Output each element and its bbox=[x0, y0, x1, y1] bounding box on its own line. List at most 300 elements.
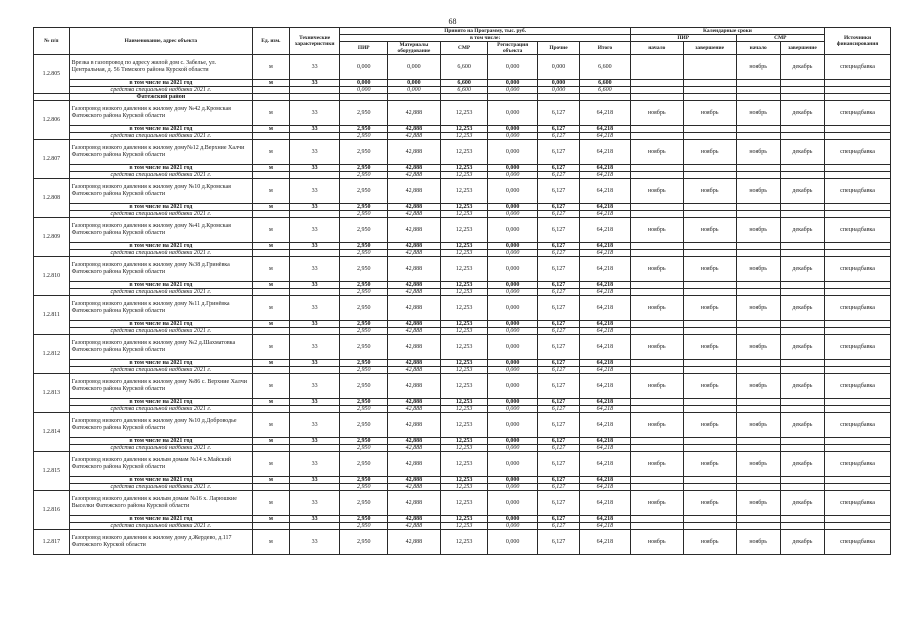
header-cal-pir: ПИР bbox=[630, 35, 736, 42]
special-value-smr: 12,253 bbox=[440, 484, 487, 491]
tech-cell: 33 bbox=[289, 243, 340, 250]
value-smr: 12,253 bbox=[440, 101, 487, 126]
empty-cell bbox=[683, 94, 736, 101]
cal-pir-start: ноябрь bbox=[630, 374, 683, 399]
special-value-pir: 2,950 bbox=[340, 406, 387, 413]
value-reg: 0,000 bbox=[488, 140, 538, 165]
cal-pir-end: ноябрь bbox=[683, 140, 736, 165]
year-value-smr: 12,253 bbox=[440, 321, 487, 328]
tech-cell: 33 bbox=[289, 516, 340, 523]
cal-smr-start: ноябрь bbox=[736, 179, 780, 204]
table-row-special bbox=[34, 211, 891, 218]
value-mat: 42,888 bbox=[387, 257, 440, 282]
empty-cell bbox=[630, 477, 683, 484]
year-value-smr: 12,253 bbox=[440, 360, 487, 367]
empty-cell bbox=[289, 406, 340, 413]
value-reg: 0,000 bbox=[488, 101, 538, 126]
tech-cell: 33 bbox=[289, 55, 340, 80]
tech-cell: 33 bbox=[289, 413, 340, 438]
empty-cell bbox=[253, 367, 290, 374]
special-value-pir: 2,950 bbox=[340, 172, 387, 179]
unit-cell: м bbox=[253, 80, 290, 87]
special-value-pir: 2,950 bbox=[340, 211, 387, 218]
empty-cell bbox=[34, 94, 70, 101]
funding-source: спецнадбавка bbox=[825, 374, 891, 399]
funding-source: спецнадбавка bbox=[825, 179, 891, 204]
value-mat: 42,888 bbox=[387, 452, 440, 477]
special-value-other: 6,127 bbox=[537, 523, 579, 530]
special-value-pir: 2,950 bbox=[340, 523, 387, 530]
empty-cell bbox=[736, 484, 780, 491]
unit-cell: м bbox=[253, 296, 290, 321]
empty-cell bbox=[630, 523, 683, 530]
special-value-reg: 0,000 bbox=[488, 445, 538, 452]
value-total: 64,218 bbox=[580, 374, 631, 399]
empty-cell bbox=[780, 282, 824, 289]
value-other: 6,127 bbox=[537, 452, 579, 477]
year-value-total: 64,218 bbox=[580, 243, 631, 250]
special-value-total: 64,218 bbox=[580, 484, 631, 491]
empty-cell bbox=[825, 360, 891, 367]
special-value-reg: 0,000 bbox=[488, 250, 538, 257]
special-value-other: 6,127 bbox=[537, 445, 579, 452]
empty-cell bbox=[683, 516, 736, 523]
table-row-special bbox=[34, 367, 891, 374]
row-number: 1.2.808 bbox=[34, 179, 70, 218]
object-name: Газопровод низкого давления к жилому дому №41 д.Кромская Фатежского района Курской области bbox=[69, 218, 252, 243]
empty-cell bbox=[780, 133, 824, 140]
special-value-pir: 2,950 bbox=[340, 367, 387, 374]
year-value-total: 64,218 bbox=[580, 399, 631, 406]
value-mat: 42,888 bbox=[387, 218, 440, 243]
unit-cell: м bbox=[253, 530, 290, 555]
year-value-smr: 12,253 bbox=[440, 126, 487, 133]
value-mat: 42,888 bbox=[387, 140, 440, 165]
table-row-year bbox=[34, 165, 891, 172]
empty-cell bbox=[630, 133, 683, 140]
year-label: в том числе на 2021 год bbox=[69, 438, 252, 445]
unit-cell: м bbox=[253, 516, 290, 523]
empty-cell bbox=[289, 211, 340, 218]
empty-cell bbox=[253, 172, 290, 179]
tech-cell: 33 bbox=[289, 282, 340, 289]
special-value-other: 6,127 bbox=[537, 172, 579, 179]
year-value-reg: 0,000 bbox=[488, 477, 538, 484]
empty-cell bbox=[780, 289, 824, 296]
table-row-year bbox=[34, 477, 891, 484]
special-label: средства специальной надбавки 2021 г. bbox=[69, 211, 252, 218]
empty-cell bbox=[825, 94, 891, 101]
special-value-reg: 0,000 bbox=[488, 484, 538, 491]
table-row bbox=[34, 140, 891, 165]
empty-cell bbox=[683, 133, 736, 140]
object-name: Газопровод низкого давления к жилому дому №2 д.Шахматовка Фатежского района Курской области bbox=[69, 335, 252, 360]
special-value-other: 6,127 bbox=[537, 367, 579, 374]
special-value-total: 64,218 bbox=[580, 133, 631, 140]
empty-cell bbox=[736, 367, 780, 374]
cal-smr-start: ноябрь bbox=[736, 218, 780, 243]
empty-cell bbox=[825, 250, 891, 257]
year-value-reg: 0,000 bbox=[488, 360, 538, 367]
empty-cell bbox=[736, 399, 780, 406]
year-value-total: 64,218 bbox=[580, 165, 631, 172]
year-value-mat: 42,888 bbox=[387, 399, 440, 406]
header-funding-group: Принято на Программу, тыс. руб. bbox=[340, 28, 630, 35]
value-pir: 0,000 bbox=[340, 55, 387, 80]
tech-cell: 33 bbox=[289, 179, 340, 204]
empty-cell bbox=[683, 165, 736, 172]
year-value-total: 64,218 bbox=[580, 321, 631, 328]
empty-cell bbox=[825, 243, 891, 250]
empty-cell bbox=[736, 438, 780, 445]
empty-cell bbox=[825, 516, 891, 523]
value-total: 64,218 bbox=[580, 452, 631, 477]
special-value-pir: 2,950 bbox=[340, 484, 387, 491]
year-value-smr: 12,253 bbox=[440, 204, 487, 211]
table-row-year bbox=[34, 516, 891, 523]
table-row-special bbox=[34, 406, 891, 413]
empty-cell bbox=[825, 321, 891, 328]
year-label: в том числе на 2021 год bbox=[69, 399, 252, 406]
empty-cell bbox=[253, 250, 290, 257]
value-mat: 42,888 bbox=[387, 296, 440, 321]
special-value-total: 64,218 bbox=[580, 445, 631, 452]
unit-cell: м bbox=[253, 140, 290, 165]
year-value-pir: 2,950 bbox=[340, 438, 387, 445]
empty-cell bbox=[825, 438, 891, 445]
special-value-other: 6,127 bbox=[537, 406, 579, 413]
year-value-smr: 6,600 bbox=[440, 80, 487, 87]
empty-cell bbox=[780, 87, 824, 94]
year-value-mat: 42,888 bbox=[387, 438, 440, 445]
empty-cell bbox=[289, 445, 340, 452]
row-number: 1.2.806 bbox=[34, 101, 70, 140]
empty-cell bbox=[630, 321, 683, 328]
year-value-smr: 12,253 bbox=[440, 438, 487, 445]
year-label: в том числе на 2021 год bbox=[69, 165, 252, 172]
empty-cell bbox=[683, 204, 736, 211]
special-value-mat: 42,888 bbox=[387, 367, 440, 374]
year-value-other: 6,127 bbox=[537, 477, 579, 484]
funding-source: спецнадбавка bbox=[825, 296, 891, 321]
value-other: 6,127 bbox=[537, 218, 579, 243]
special-value-reg: 0,000 bbox=[488, 172, 538, 179]
empty-cell bbox=[683, 399, 736, 406]
special-value-smr: 12,253 bbox=[440, 445, 487, 452]
cal-smr-start: ноябрь bbox=[736, 101, 780, 126]
special-value-pir: 0,000 bbox=[340, 87, 387, 94]
value-mat: 42,888 bbox=[387, 374, 440, 399]
unit-cell: м bbox=[253, 438, 290, 445]
year-value-reg: 0,000 bbox=[488, 126, 538, 133]
year-value-pir: 2,950 bbox=[340, 282, 387, 289]
table-row bbox=[34, 413, 891, 438]
value-smr: 12,253 bbox=[440, 491, 487, 516]
year-value-pir: 2,950 bbox=[340, 516, 387, 523]
empty-cell bbox=[683, 328, 736, 335]
empty-cell bbox=[630, 87, 683, 94]
page-number: 68 bbox=[448, 17, 457, 26]
year-value-pir: 2,950 bbox=[340, 399, 387, 406]
year-value-pir: 2,950 bbox=[340, 204, 387, 211]
special-value-smr: 12,253 bbox=[440, 172, 487, 179]
empty-cell bbox=[736, 126, 780, 133]
object-name: Газопровод низкого давления к жилому дому №42 д.Кромская Фатежского района Курской области bbox=[69, 101, 252, 126]
value-pir: 2,950 bbox=[340, 257, 387, 282]
empty-cell bbox=[780, 477, 824, 484]
empty-cell bbox=[387, 94, 440, 101]
empty-cell bbox=[825, 484, 891, 491]
special-value-mat: 42,888 bbox=[387, 250, 440, 257]
special-value-reg: 0,000 bbox=[488, 133, 538, 140]
empty-cell bbox=[780, 445, 824, 452]
empty-cell bbox=[736, 172, 780, 179]
table-row-year bbox=[34, 126, 891, 133]
value-reg: 0,000 bbox=[488, 218, 538, 243]
year-value-reg: 0,000 bbox=[488, 516, 538, 523]
object-name: Газопровод низкого давления к жилому дому №38 д.Гринёвка Фатежского района Курской области bbox=[69, 257, 252, 282]
header-cal-start: начало bbox=[630, 42, 683, 55]
empty-cell bbox=[736, 289, 780, 296]
empty-cell bbox=[825, 87, 891, 94]
table-row-year bbox=[34, 360, 891, 367]
empty-cell bbox=[780, 360, 824, 367]
empty-cell bbox=[253, 211, 290, 218]
unit-cell: м bbox=[253, 360, 290, 367]
cal-pir-start: ноябрь bbox=[630, 140, 683, 165]
year-value-pir: 2,950 bbox=[340, 126, 387, 133]
cal-pir-start: ноябрь bbox=[630, 335, 683, 360]
empty-cell bbox=[289, 484, 340, 491]
funding-source: спецнадбавка bbox=[825, 140, 891, 165]
year-value-other: 0,000 bbox=[537, 80, 579, 87]
year-value-reg: 0,000 bbox=[488, 243, 538, 250]
special-label: средства специальной надбавки 2021 г. bbox=[69, 367, 252, 374]
table-row-special bbox=[34, 87, 891, 94]
value-smr: 12,253 bbox=[440, 296, 487, 321]
special-value-total: 64,218 bbox=[580, 523, 631, 530]
empty-cell bbox=[683, 438, 736, 445]
empty-cell bbox=[825, 477, 891, 484]
year-value-smr: 12,253 bbox=[440, 516, 487, 523]
empty-cell bbox=[289, 523, 340, 530]
table-row-special bbox=[34, 445, 891, 452]
empty-cell bbox=[289, 250, 340, 257]
year-value-total: 64,218 bbox=[580, 360, 631, 367]
special-value-other: 6,127 bbox=[537, 289, 579, 296]
empty-cell bbox=[825, 399, 891, 406]
year-value-other: 6,127 bbox=[537, 165, 579, 172]
value-mat: 42,888 bbox=[387, 413, 440, 438]
value-other: 6,127 bbox=[537, 179, 579, 204]
empty-cell bbox=[630, 328, 683, 335]
cal-pir-start: ноябрь bbox=[630, 257, 683, 282]
tech-cell: 33 bbox=[289, 452, 340, 477]
year-value-other: 6,127 bbox=[537, 360, 579, 367]
year-label: в том числе на 2021 год bbox=[69, 282, 252, 289]
value-other: 6,127 bbox=[537, 335, 579, 360]
year-value-total: 64,218 bbox=[580, 126, 631, 133]
cal-smr-start: ноябрь bbox=[736, 374, 780, 399]
table-row-year bbox=[34, 438, 891, 445]
empty-cell bbox=[630, 438, 683, 445]
empty-cell bbox=[289, 289, 340, 296]
empty-cell bbox=[736, 523, 780, 530]
special-value-other: 0,000 bbox=[537, 87, 579, 94]
year-value-mat: 42,888 bbox=[387, 321, 440, 328]
cal-pir-end: ноябрь bbox=[683, 101, 736, 126]
object-name: Газопровод низкого давления к жилому дому №11 д.Гринёвка Фатежского района Курской области bbox=[69, 296, 252, 321]
value-smr: 12,253 bbox=[440, 530, 487, 555]
empty-cell bbox=[780, 165, 824, 172]
cal-pir-start: ноябрь bbox=[630, 452, 683, 477]
empty-cell bbox=[630, 250, 683, 257]
special-value-mat: 42,888 bbox=[387, 406, 440, 413]
empty-cell bbox=[630, 360, 683, 367]
year-value-mat: 42,888 bbox=[387, 360, 440, 367]
empty-cell bbox=[736, 243, 780, 250]
cal-pir-end: ноябрь bbox=[683, 257, 736, 282]
year-value-pir: 2,950 bbox=[340, 321, 387, 328]
tech-cell: 33 bbox=[289, 101, 340, 126]
special-value-other: 6,127 bbox=[537, 133, 579, 140]
value-total: 64,218 bbox=[580, 140, 631, 165]
object-name: Газопровод низкого давления к жилым домам №14 х.Майский Фатежского района Курской области bbox=[69, 452, 252, 477]
year-value-other: 6,127 bbox=[537, 204, 579, 211]
value-reg: 0,000 bbox=[488, 413, 538, 438]
empty-cell bbox=[825, 523, 891, 530]
tech-cell: 33 bbox=[289, 438, 340, 445]
district-title: Фатежский район bbox=[69, 94, 252, 101]
empty-cell bbox=[780, 438, 824, 445]
cal-smr-start: ноябрь bbox=[736, 452, 780, 477]
year-value-reg: 0,000 bbox=[488, 321, 538, 328]
value-pir: 2,950 bbox=[340, 530, 387, 555]
value-total: 64,218 bbox=[580, 413, 631, 438]
cal-smr-end: декабрь bbox=[780, 374, 824, 399]
empty-cell bbox=[253, 523, 290, 530]
special-label: средства специальной надбавки 2021 г. bbox=[69, 289, 252, 296]
cal-pir-start: ноябрь bbox=[630, 491, 683, 516]
empty-cell bbox=[683, 523, 736, 530]
empty-cell bbox=[683, 172, 736, 179]
empty-cell bbox=[289, 172, 340, 179]
tech-cell: 33 bbox=[289, 399, 340, 406]
unit-cell: м bbox=[253, 243, 290, 250]
row-number: 1.2.815 bbox=[34, 452, 70, 491]
unit-cell: м bbox=[253, 321, 290, 328]
empty-cell bbox=[780, 172, 824, 179]
value-mat: 0,000 bbox=[387, 55, 440, 80]
year-value-other: 6,127 bbox=[537, 399, 579, 406]
table-row bbox=[34, 452, 891, 477]
header-tech: Технические характеристики bbox=[289, 28, 340, 55]
tech-cell: 33 bbox=[289, 257, 340, 282]
empty-cell bbox=[683, 126, 736, 133]
value-other: 6,127 bbox=[537, 140, 579, 165]
object-name: Газопровод низкого давления к жилому дому д.Жердево, д.117 Фатежского Курской области bbox=[69, 530, 252, 555]
empty-cell bbox=[780, 516, 824, 523]
special-label: средства специальной надбавки 2021 г. bbox=[69, 445, 252, 452]
cal-smr-start: ноябрь bbox=[736, 491, 780, 516]
empty-cell bbox=[253, 445, 290, 452]
special-value-smr: 12,253 bbox=[440, 406, 487, 413]
empty-cell bbox=[736, 516, 780, 523]
header-unit: Ед. изм. bbox=[253, 28, 290, 55]
empty-cell bbox=[780, 80, 824, 87]
header-materials: Материалы оборудование bbox=[387, 42, 440, 55]
header-no: № п/п bbox=[34, 28, 70, 55]
row-number: 1.2.816 bbox=[34, 491, 70, 530]
special-value-smr: 12,253 bbox=[440, 289, 487, 296]
header-pir: ПИР bbox=[340, 42, 387, 55]
tech-cell: 33 bbox=[289, 491, 340, 516]
cal-pir-end: ноябрь bbox=[683, 413, 736, 438]
empty-cell bbox=[683, 484, 736, 491]
empty-cell bbox=[825, 165, 891, 172]
value-mat: 42,888 bbox=[387, 101, 440, 126]
value-reg: 0,000 bbox=[488, 335, 538, 360]
value-reg: 0,000 bbox=[488, 530, 538, 555]
empty-cell bbox=[440, 94, 487, 101]
empty-cell bbox=[289, 328, 340, 335]
row-number: 1.2.807 bbox=[34, 140, 70, 179]
empty-cell bbox=[630, 211, 683, 218]
table-row-year bbox=[34, 282, 891, 289]
table-row-year bbox=[34, 204, 891, 211]
empty-cell bbox=[780, 328, 824, 335]
empty-cell bbox=[630, 289, 683, 296]
year-label: в том числе на 2021 год bbox=[69, 516, 252, 523]
cal-smr-start: ноябрь bbox=[736, 296, 780, 321]
special-value-reg: 0,000 bbox=[488, 367, 538, 374]
special-value-mat: 42,888 bbox=[387, 211, 440, 218]
value-other: 6,127 bbox=[537, 491, 579, 516]
value-total: 64,218 bbox=[580, 179, 631, 204]
header-other: Прочие bbox=[537, 42, 579, 55]
funding-source: спецнадбавка bbox=[825, 257, 891, 282]
special-value-mat: 42,888 bbox=[387, 523, 440, 530]
special-value-smr: 12,253 bbox=[440, 328, 487, 335]
year-value-mat: 42,888 bbox=[387, 126, 440, 133]
empty-cell bbox=[825, 211, 891, 218]
value-reg: 0,000 bbox=[488, 55, 538, 80]
value-mat: 42,888 bbox=[387, 335, 440, 360]
year-value-other: 6,127 bbox=[537, 126, 579, 133]
empty-cell bbox=[683, 80, 736, 87]
row-number: 1.2.814 bbox=[34, 413, 70, 452]
special-value-total: 64,218 bbox=[580, 250, 631, 257]
table-row-special bbox=[34, 172, 891, 179]
special-label: средства специальной надбавки 2021 г. bbox=[69, 328, 252, 335]
special-value-reg: 0,000 bbox=[488, 406, 538, 413]
funding-source: спецнадбавка bbox=[825, 335, 891, 360]
value-total: 64,218 bbox=[580, 335, 631, 360]
value-total: 64,218 bbox=[580, 296, 631, 321]
special-value-smr: 12,253 bbox=[440, 523, 487, 530]
value-total: 64,218 bbox=[580, 530, 631, 555]
value-other: 6,127 bbox=[537, 101, 579, 126]
unit-cell: м bbox=[253, 477, 290, 484]
value-smr: 12,253 bbox=[440, 413, 487, 438]
empty-cell bbox=[253, 328, 290, 335]
table-row-special bbox=[34, 328, 891, 335]
year-label: в том числе на 2021 год bbox=[69, 243, 252, 250]
empty-cell bbox=[825, 172, 891, 179]
unit-cell: м bbox=[253, 452, 290, 477]
cal-smr-end: декабрь bbox=[780, 218, 824, 243]
year-value-mat: 42,888 bbox=[387, 477, 440, 484]
